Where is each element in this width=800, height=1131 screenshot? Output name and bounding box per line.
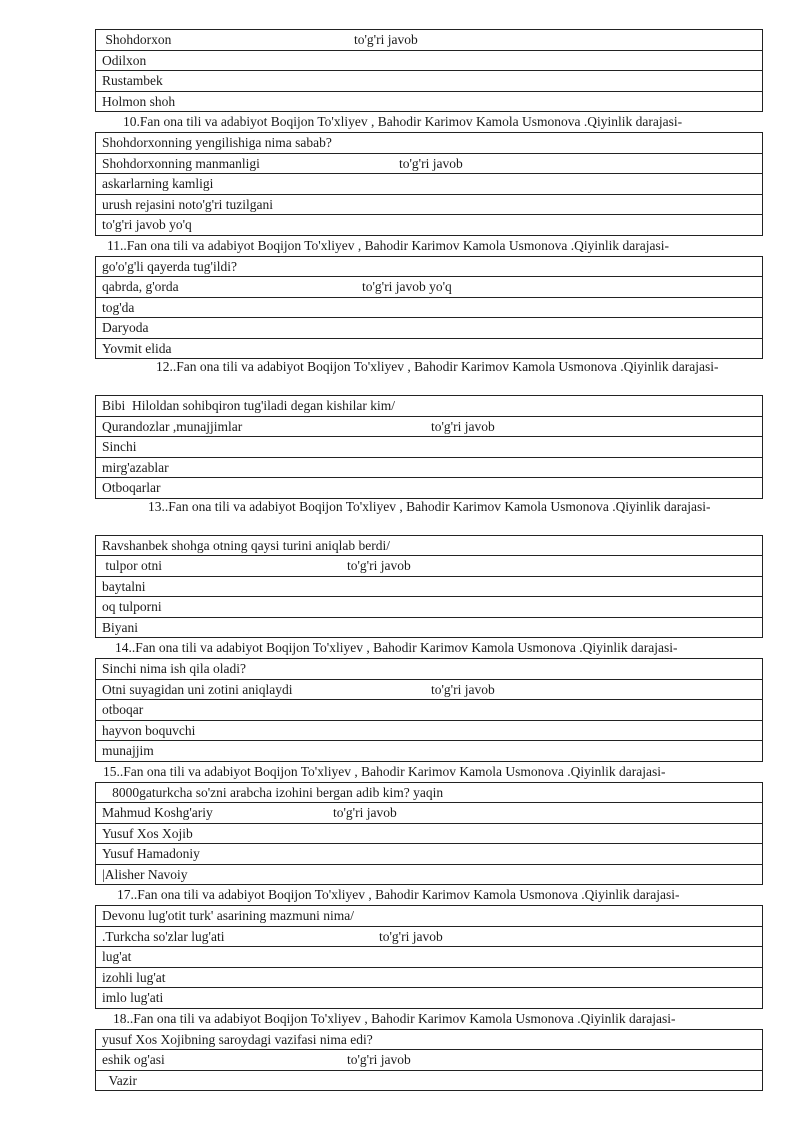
answer-text: tog'da [102,299,135,315]
answer-option [96,436,762,457]
answer-text: Rustambek [102,73,163,88]
question-title: 10.Fan ona tili va adabiyot Boqijon To'xliyev , Bahodir Karimov Kamola Usmonova .Qiyinlik darajasi- [123,114,683,129]
answer-text: Shohdorxonning manmanligi [102,155,260,171]
question-table [95,29,763,112]
answer-option [96,173,762,194]
answer-text: Daryoda [102,320,149,335]
answer-option [96,699,762,720]
question-table [95,395,763,499]
answer-option [96,946,762,967]
correct-answer-mark: to'g'ri javob [399,155,463,171]
question-table [95,905,763,1009]
question-text: Devonu lug'otit turk' asarining mazmuni nima/ [102,908,354,923]
answer-option [96,1049,762,1070]
answer-text: to'g'ri javob yo'q [102,217,192,232]
question-title: 14..Fan ona tili va adabiyot Boqijon To'xliyev , Bahodir Karimov Kamola Usmonova .Qiyinlik darajasi- [115,640,678,655]
answer-option [96,91,762,112]
question-title: 17..Fan ona tili va adabiyot Boqijon To'xliyev , Bahodir Karimov Kamola Usmonova .Qiyinlik darajasi- [117,887,680,902]
answer-option [96,153,762,174]
answer-text: Shohdorxon [102,32,172,47]
answer-option [96,823,762,844]
answer-text: Odilxon [102,52,147,68]
correct-answer-mark: to'g'ri javob [431,418,495,434]
question-text: Ravshanbek shohga otning qaysi turini aniqlab berdi/ [102,537,390,553]
question-title: 15..Fan ona tili va adabiyot Boqijon To'xliyev , Bahodir Karimov Kamola Usmonova .Qiyinlik darajasi- [103,763,666,779]
answer-text: Sinchi [102,439,137,454]
answer-option [96,802,762,823]
answer-option [96,967,762,988]
answer-text: eshik og'asi [102,1052,165,1067]
answer-option [96,214,762,235]
question-table [95,535,763,639]
correct-answer-mark: to'g'ri javob [379,928,443,944]
question-text: go'o'g'li qayerda tug'ildi? [102,258,237,274]
question-table [95,1029,763,1092]
answer-option [96,555,762,576]
answer-text: imlo lug'ati [102,990,164,1005]
answer-text: |Alisher Navoiy [102,866,188,882]
answer-text: qabrda, g'orda [102,279,179,294]
answer-text: otboqar [102,702,144,717]
question-text: Bibi Hiloldan sohibqiron tug'iladi degan kishilar kim/ [102,398,396,413]
document-page [95,29,763,1091]
answer-option [96,1070,762,1091]
question-title: 13..Fan ona tili va adabiyot Boqijon To'xliyev , Bahodir Karimov Kamola Usmonova .Qiyinlik darajasi- [148,498,711,514]
answer-option [96,457,762,478]
question-text: 8000gaturkcha so'zni arabcha izohini bergan adib kim? yaqin [102,784,444,800]
answer-option [96,987,762,1008]
answer-option [96,297,762,318]
answer-text: mirg'azablar [102,459,169,475]
answer-option [96,926,762,947]
answer-text: Biyani [102,619,138,635]
answer-option [96,50,762,71]
answer-text: lug'at [102,949,132,964]
answer-text: Vazir [102,1072,137,1088]
question-text: Sinchi nima ish qila oladi? [102,661,246,676]
answer-text: baytalni [102,578,146,594]
answer-text: Otni suyagidan uni zotini aniqlaydi [102,681,293,697]
answer-option [96,740,762,761]
correct-answer-mark: to'g'ri javob [347,558,411,573]
question-table [95,132,763,236]
answer-text: askarlarning kamligi [102,176,214,191]
answer-text: Mahmud Koshg'ariy [102,805,213,820]
correct-answer-mark: to'g'ri javob [347,1052,411,1067]
answer-text: Holmon shoh [102,93,176,109]
correct-answer-mark: to'g'ri javob [431,681,495,697]
answer-option [96,720,762,741]
question-text: Shohdorxonning yengilishiga nima sabab? [102,135,332,150]
answer-text: Qurandozlar ,munajjimlar [102,418,243,434]
answer-option [96,317,762,338]
correct-answer-mark: to'g'ri javob yo'q [362,279,452,294]
correct-answer-mark: to'g'ri javob [333,805,397,820]
answer-text: izohli lug'at [102,969,166,985]
answer-option [96,843,762,864]
answer-option [96,416,762,437]
answer-option [96,70,762,91]
question-title: 11..Fan ona tili va adabiyot Boqijon To'xliyev , Bahodir Karimov Kamola Usmonova .Qiyinlik darajasi- [107,237,670,253]
answer-text: munajjim [102,743,154,758]
answer-option [96,338,762,359]
answer-text: Yusuf Hamadoniy [102,846,200,861]
question-title: 18..Fan ona tili va adabiyot Boqijon To'xliyev , Bahodir Karimov Kamola Usmonova .Qiyinlik darajasi- [113,1010,676,1026]
answer-text: oq tulporni [102,599,162,614]
answer-text: hayvon boquvchi [102,722,196,738]
answer-option [96,276,762,297]
answer-text: urush rejasini noto'g'ri tuzilgani [102,196,273,212]
answer-text: Otboqarlar [102,480,161,495]
question-table [95,658,763,762]
answer-option [96,679,762,700]
answer-option [96,596,762,617]
question-table [95,782,763,886]
correct-answer-mark: to'g'ri javob [354,32,418,47]
answer-option [96,864,762,885]
question-title: 12..Fan ona tili va adabiyot Boqijon To'xliyev , Bahodir Karimov Kamola Usmonova .Qiyinlik darajasi- [156,359,719,374]
answer-option [96,576,762,597]
answer-text: Yovmit elida [102,340,172,356]
question-text: yusuf Xos Xojibning saroydagi vazifasi nima edi? [102,1031,373,1047]
answer-text: Yusuf Xos Xojib [102,825,193,841]
answer-option [96,30,762,50]
answer-option [96,617,762,638]
answer-option [96,194,762,215]
answer-text: .Turkcha so'zlar lug'ati [102,928,225,944]
answer-text: tulpor otni [102,558,162,573]
question-table [95,256,763,360]
answer-option [96,477,762,498]
